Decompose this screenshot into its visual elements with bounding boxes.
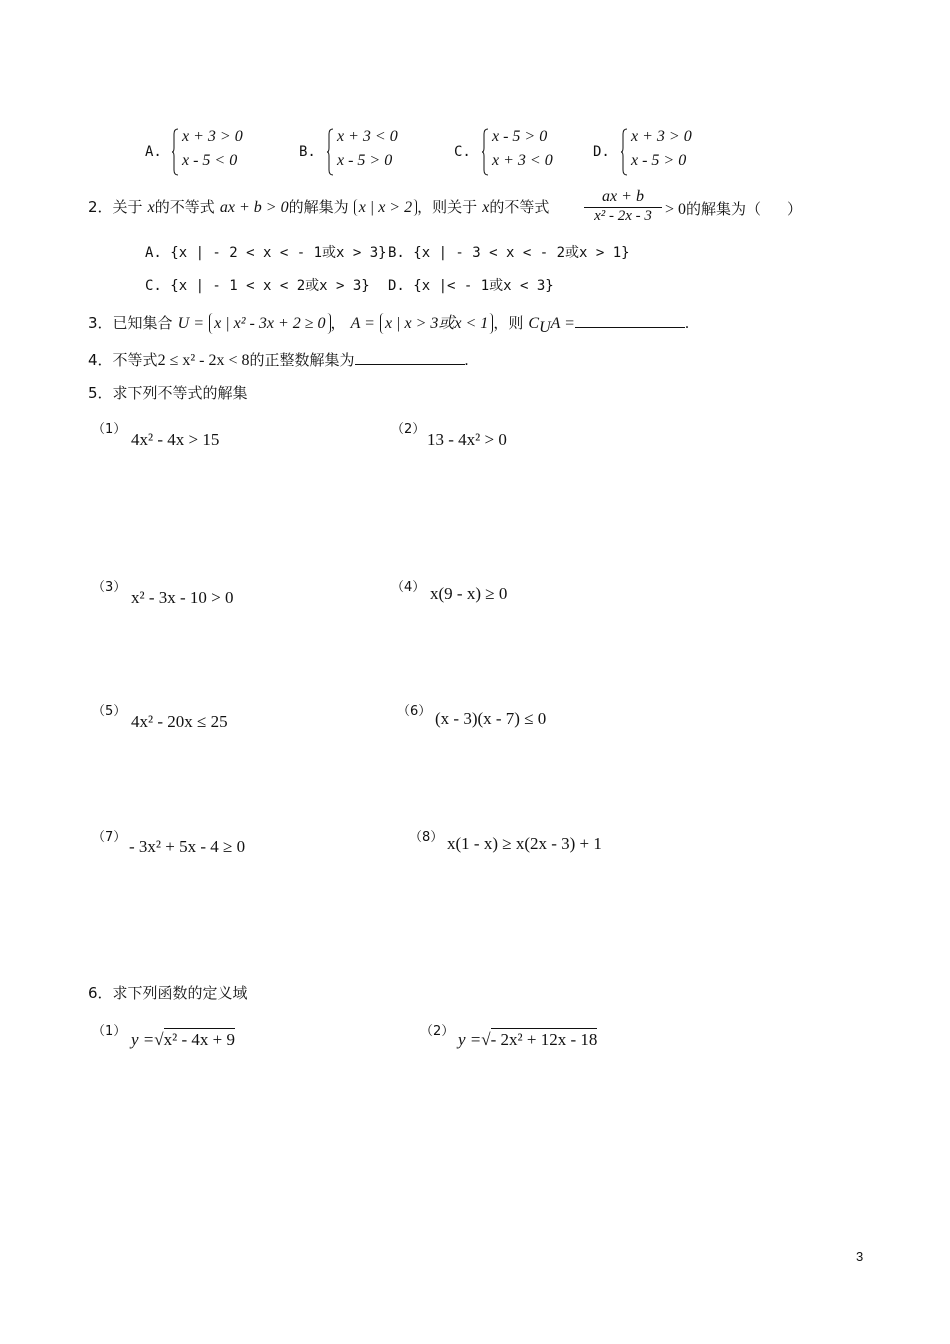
q4-end: . xyxy=(464,352,469,369)
q2-ineq: ax + b > 0 xyxy=(219,199,289,216)
q2-paren: ） xyxy=(787,200,803,218)
q1-option-c-label: C. xyxy=(454,144,471,160)
q1-option-b-label: B. xyxy=(299,144,316,160)
q4-text: 的正整数解集为 xyxy=(249,351,355,369)
q4-ineq: 2 ≤ x² - 2x < 8 xyxy=(157,352,250,369)
q4-answer-blank[interactable] xyxy=(355,350,465,365)
q6-item-1-lhs: y = xyxy=(131,1030,155,1049)
q3-text: 已知集合 xyxy=(112,314,173,332)
q5-item-7-expr: - 3x² + 5x - 4 ≥ 0 xyxy=(129,837,246,856)
q5-item-3-number: （3） xyxy=(92,580,127,595)
brace-icon xyxy=(621,128,628,176)
q1-option-a-line2: x - 5 < 0 xyxy=(182,152,238,169)
q2-frac-den: x² - 2x - 3 xyxy=(594,208,652,224)
q1-option-b-line2: x - 5 > 0 xyxy=(337,152,393,169)
q2-option-b: B. {x | - 3 < x < - 2或x > 1} xyxy=(388,245,630,261)
q2-tail xyxy=(665,198,802,219)
q6-item-1-expr xyxy=(131,1030,235,1050)
q5-item-3-expr: x² - 3x - 10 > 0 xyxy=(131,588,234,607)
q6-title: 6．求下列函数的定义域 xyxy=(88,984,248,1002)
q4-text: 不等式 xyxy=(112,351,158,369)
q3-complement-a: A = xyxy=(550,315,575,332)
q1-option-b-line1: x + 3 < 0 xyxy=(337,128,398,145)
q1-option-c-system xyxy=(482,128,562,176)
sqrt-icon: √ xyxy=(481,1030,491,1049)
q3-end: . xyxy=(684,315,689,332)
brace-icon xyxy=(482,128,489,176)
q1-option-a-system xyxy=(172,128,252,176)
q3-comma: ， xyxy=(330,314,346,332)
q2-var: x xyxy=(482,199,490,216)
q3-answer-blank[interactable] xyxy=(575,313,685,328)
q1-option-a-label: A. xyxy=(145,144,162,160)
q2-fraction xyxy=(584,188,662,225)
sqrt-icon: √ xyxy=(154,1030,164,1049)
q3-text: ，则 xyxy=(493,314,524,332)
q2-text: 关于 xyxy=(112,198,143,216)
q2-text: 的不等式 xyxy=(154,198,215,216)
q2-frac-num: ax + b xyxy=(584,188,662,208)
q3-u-set: x | x² - 3x + 2 ≥ 0 xyxy=(209,313,330,334)
q5-item-4-number: （4） xyxy=(391,580,426,595)
page-number: 3 xyxy=(856,1249,864,1264)
q2-option-a: A. {x | - 2 < x < - 1或x > 3} xyxy=(145,245,387,261)
q6-item-1-radicand: x² - 4x + 9 xyxy=(163,1030,235,1049)
q1-option-d-label: D. xyxy=(593,144,610,160)
q3-a: A = xyxy=(350,315,375,332)
q2-option-d: D. {x |< - 1或x < 3} xyxy=(388,278,554,294)
brace-icon xyxy=(172,128,179,176)
q6-item-2-lhs: y = xyxy=(458,1030,482,1049)
brace-icon xyxy=(327,128,334,176)
q5-item-7-number: （7） xyxy=(92,830,127,845)
q5-item-8-number: （8） xyxy=(409,830,444,845)
q1-option-d-system xyxy=(621,128,701,176)
q2-text: 的不等式 xyxy=(489,198,550,216)
q6-item-1-number: （1） xyxy=(92,1024,127,1039)
q5-item-5-expr: 4x² - 20x ≤ 25 xyxy=(131,712,228,731)
q5-item-1-expr: 4x² - 4x > 15 xyxy=(131,430,220,449)
question-4 xyxy=(88,349,469,370)
q2-text: 的解集为 xyxy=(288,198,349,216)
q5-item-2-number: （2） xyxy=(391,422,426,437)
q3-complement-sub: U xyxy=(539,319,551,337)
q5-item-6-number: （6） xyxy=(397,704,432,719)
question-3 xyxy=(88,310,689,337)
q6-item-2-radicand: - 2x² + 12x - 18 xyxy=(490,1030,598,1049)
q4-number: 4． xyxy=(88,351,113,369)
q1-option-a-line1: x + 3 > 0 xyxy=(182,128,243,145)
q5-item-1-number: （1） xyxy=(92,422,127,437)
q2-text: 的解集为（ xyxy=(686,200,762,218)
q1-option-d-line1: x + 3 > 0 xyxy=(631,128,692,145)
q2-set: x | x > 2 xyxy=(354,199,417,216)
q3-number: 3． xyxy=(88,314,113,332)
q2-var: x xyxy=(147,199,155,216)
q5-item-2-expr: 13 - 4x² > 0 xyxy=(427,430,507,449)
q3-a-set: x | x > 3或x < 1 xyxy=(380,313,493,334)
q2-number: 2． xyxy=(88,198,113,216)
q6-item-2-number: （2） xyxy=(420,1024,455,1039)
q5-title: 5．求下列不等式的解集 xyxy=(88,384,248,402)
q1-option-c-line2: x + 3 < 0 xyxy=(492,152,553,169)
question-2 xyxy=(88,196,549,230)
q2-gt: > 0 xyxy=(665,201,687,218)
q5-item-4-expr: x(9 - x) ≥ 0 xyxy=(430,584,508,603)
q6-item-2-expr xyxy=(458,1030,597,1050)
q2-text: ，则关于 xyxy=(417,198,478,216)
q3-u: U = xyxy=(177,315,205,332)
q2-option-c: C. {x | - 1 < x < 2或x > 3} xyxy=(145,278,370,294)
q5-item-8-expr: x(1 - x) ≥ x(2x - 3) + 1 xyxy=(447,834,602,853)
q1-option-c-line1: x - 5 > 0 xyxy=(492,128,548,145)
q1-option-b-system xyxy=(327,128,407,176)
q1-option-d-line2: x - 5 > 0 xyxy=(631,152,687,169)
q5-item-6-expr: (x - 3)(x - 7) ≤ 0 xyxy=(435,709,547,728)
q5-item-5-number: （5） xyxy=(92,704,127,719)
q3-complement: C xyxy=(528,315,540,332)
